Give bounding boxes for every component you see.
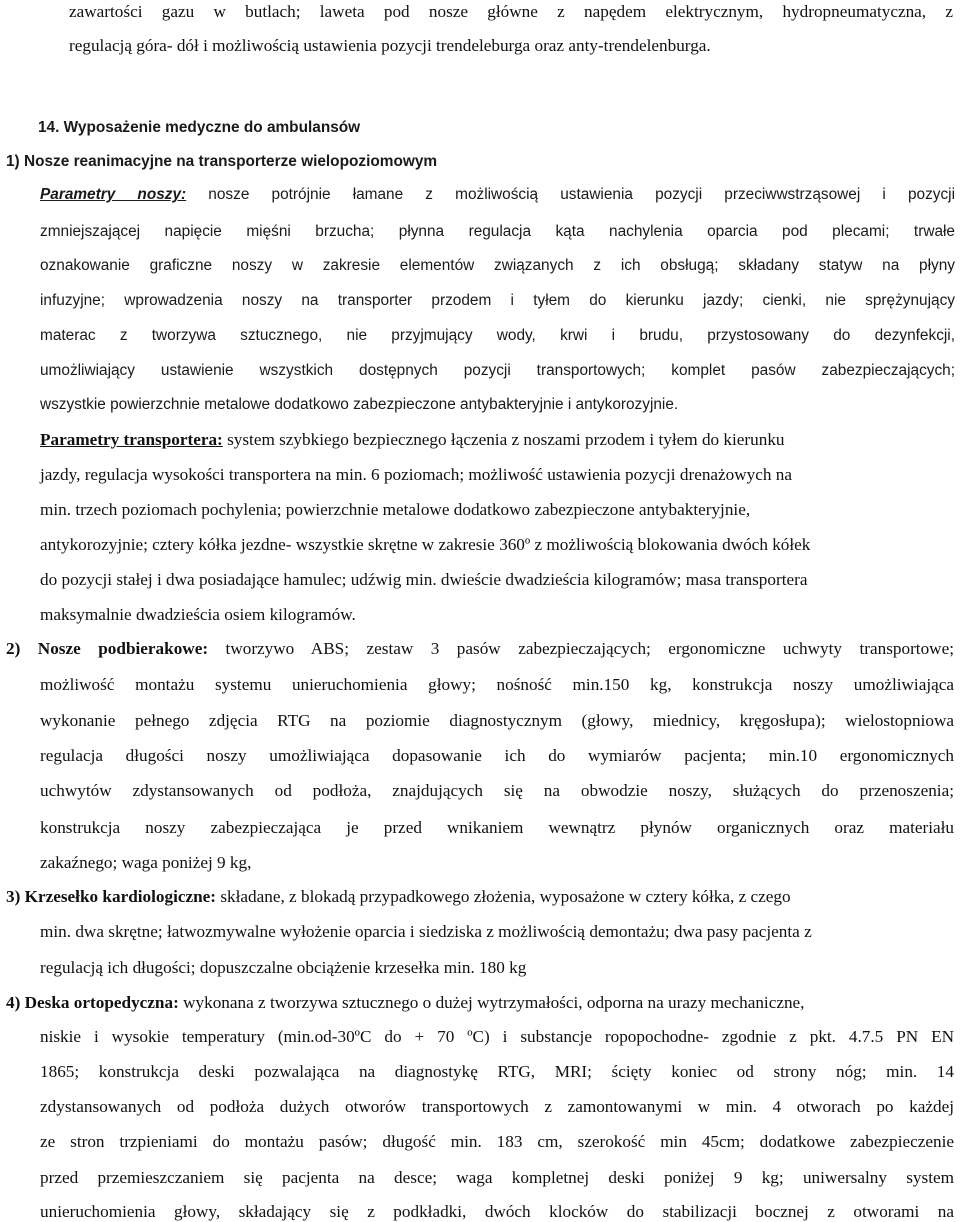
item1-params-text-1: nosze potrójnie łamane z możliwością ustawienia pozycji przeciwwstrząsowej i pozycji (186, 186, 955, 203)
item4-label: 4) Deska ortopedyczna: (6, 993, 179, 1012)
item4-line-4: zdystansowanych od podłoża dużych otworów transportowych z zamontowanymi w min. 4 otworach po każdej (40, 1097, 954, 1116)
item1-transporter-line-3: min. trzech poziomach pochylenia; powierzchnie metalowe dodatkowo zabezpieczone antybakteryjnie, (40, 500, 751, 519)
item1-params-line-1 (40, 185, 955, 205)
item4-line-2: niskie i wysokie temperatury (min.od-30ºC do + 70 ºC) i substancje ropopochodne- zgodnie z pkt. 4.7.5 PN EN (40, 1027, 954, 1046)
item4-line-1 (6, 993, 804, 1013)
item1-transporter-text-1: system szybkiego bezpiecznego łączenia z noszami przodem i tyłem do kierunku (222, 430, 785, 449)
item1-title: 1) Nosze reanimacyjne na transporterze wielopoziomowym (6, 153, 438, 170)
item1-transporter-line-2: jazdy, regulacja wysokości transportera na min. 6 poziomach; możliwość ustawienia pozycji drenażowych na (40, 465, 793, 484)
intro-line-2: regulacją góra- dół i możliwością ustawienia pozycji trendeleburga oraz anty-trendelenburga. (69, 36, 711, 55)
item4-line-6: przed przemieszczaniem się pacjenta na desce; waga kompletnej deski poniżej 9 kg; uniwersalny system (40, 1168, 954, 1187)
item1-transporter-line-1 (40, 430, 785, 450)
item2-label: podbierakowe: (98, 639, 209, 658)
item2-line-5: uchwytów zdystansowanych od podłoża, znajdujących się na obwodzie noszy, służących do przenoszenia; (40, 781, 954, 800)
item1-transporter-line-6: maksymalnie dwadzieścia osiem kilogramów. (40, 605, 356, 624)
item1-params-label: Parametry noszy: (40, 186, 187, 203)
section-heading: 14. Wyposażenie medyczne do ambulansów (38, 119, 361, 136)
item3-line-3: regulacją ich długości; dopuszczalne obciążenie krzesełka min. 180 kg (40, 958, 527, 977)
item2-line-2: możliwość montażu systemu unieruchomienia głowy; nośność min.150 kg, konstrukcja noszy umożliwiająca (40, 675, 954, 694)
item4-line-3: 1865; konstrukcja deski pozwalająca na diagnostykę RTG, MRI; ścięty koniec od strony nóg; min. 14 (40, 1062, 954, 1081)
item1-params-line-3: oznakowanie graficzne noszy w zakresie elementów związanych z ich obsługą; składany statyw na płyny (40, 257, 955, 274)
item4-line-7: unieruchomienia głowy, składający się z podkładki, dwóch klocków do stabilizacji bocznej z otworami na (40, 1202, 954, 1221)
item2-line-7: zakaźnego; waga poniżej 9 kg, (40, 853, 252, 872)
intro-line-1: zawartości gazu w butlach; laweta pod nosze główne z napędem elektrycznym, hydropneumatyczna, z (69, 2, 953, 21)
item2-line-6: konstrukcja noszy zabezpieczająca je przed wnikaniem wewnątrz płynów organicznych oraz materiału (40, 818, 954, 837)
item3-label: 3) Krzesełko kardiologiczne: (6, 887, 217, 906)
item1-transporter-line-5: do pozycji stałej i dwa posiadające hamulec; udźwig min. dwieście dwadzieścia kilogramów; masa transportera (40, 570, 808, 589)
item3-text-1: składane, z blokadą przypadkowego złożenia, wyposażone w cztery kółka, z czego (216, 887, 791, 906)
item1-transporter-line-4: antykorozyjnie; cztery kółka jezdne- wszystkie skrętne w zakresie 360º z możliwością blokowania dwóch kółek (40, 535, 811, 554)
item1-params-line-5: materac z tworzywa sztucznego, nie przyjmujący wody, krwi i brudu, przystosowany do dezynfekcji, (40, 327, 955, 344)
item1-params-line-7: wszystkie powierzchnie metalowe dodatkowo zabezpieczone antybakteryjnie i antykorozyjnie. (40, 396, 679, 413)
item3-line-2: min. dwa skrętne; łatwozmywalne wyłożenie oparcia i siedziska z możliwością demontażu; dwa pasy pacjenta z (40, 922, 812, 941)
item2-text-1: tworzywo ABS; zestaw 3 pasów zabezpieczających; ergonomiczne uchwyty transportowe; (208, 639, 954, 658)
item2-line-1 (6, 639, 954, 659)
item2-line-3: wykonanie pełnego zdjęcia RTG na poziomie diagnostycznym (głowy, miednicy, kręgosłupa); wielostopniowa (40, 711, 954, 730)
item1-params-line-4: infuzyjne; wprowadzenia noszy na transporter przodem i tyłem do kierunku jazdy; cienki, nie sprężynujący (40, 292, 955, 309)
item1-params-line-2: zmniejszającej napięcie mięśni brzucha; płynna regulacja kąta nachylenia oparcia pod plecami; trwałe (40, 223, 955, 240)
item2-prefix: 2) Nosze (6, 639, 99, 658)
item3-line-1 (6, 887, 791, 907)
item4-text-1: wykonana z tworzywa sztucznego o dużej wytrzymałości, odporna na urazy mechaniczne, (178, 993, 805, 1012)
item1-params-line-6: umożliwiający ustawienie wszystkich dostępnych pozycji transportowych; komplet pasów zabezpieczających; (40, 362, 955, 379)
item4-line-5: ze stron trzpieniami do montażu pasów; długość min. 183 cm, szerokość min 45cm; dodatkowe zabezpieczenie (40, 1132, 954, 1151)
item1-transporter-label: Parametry transportera: (40, 430, 223, 449)
item2-line-4: regulacja długości noszy umożliwiająca dopasowanie ich do wymiarów pacjenta; min.10 ergonomicznych (40, 746, 954, 765)
